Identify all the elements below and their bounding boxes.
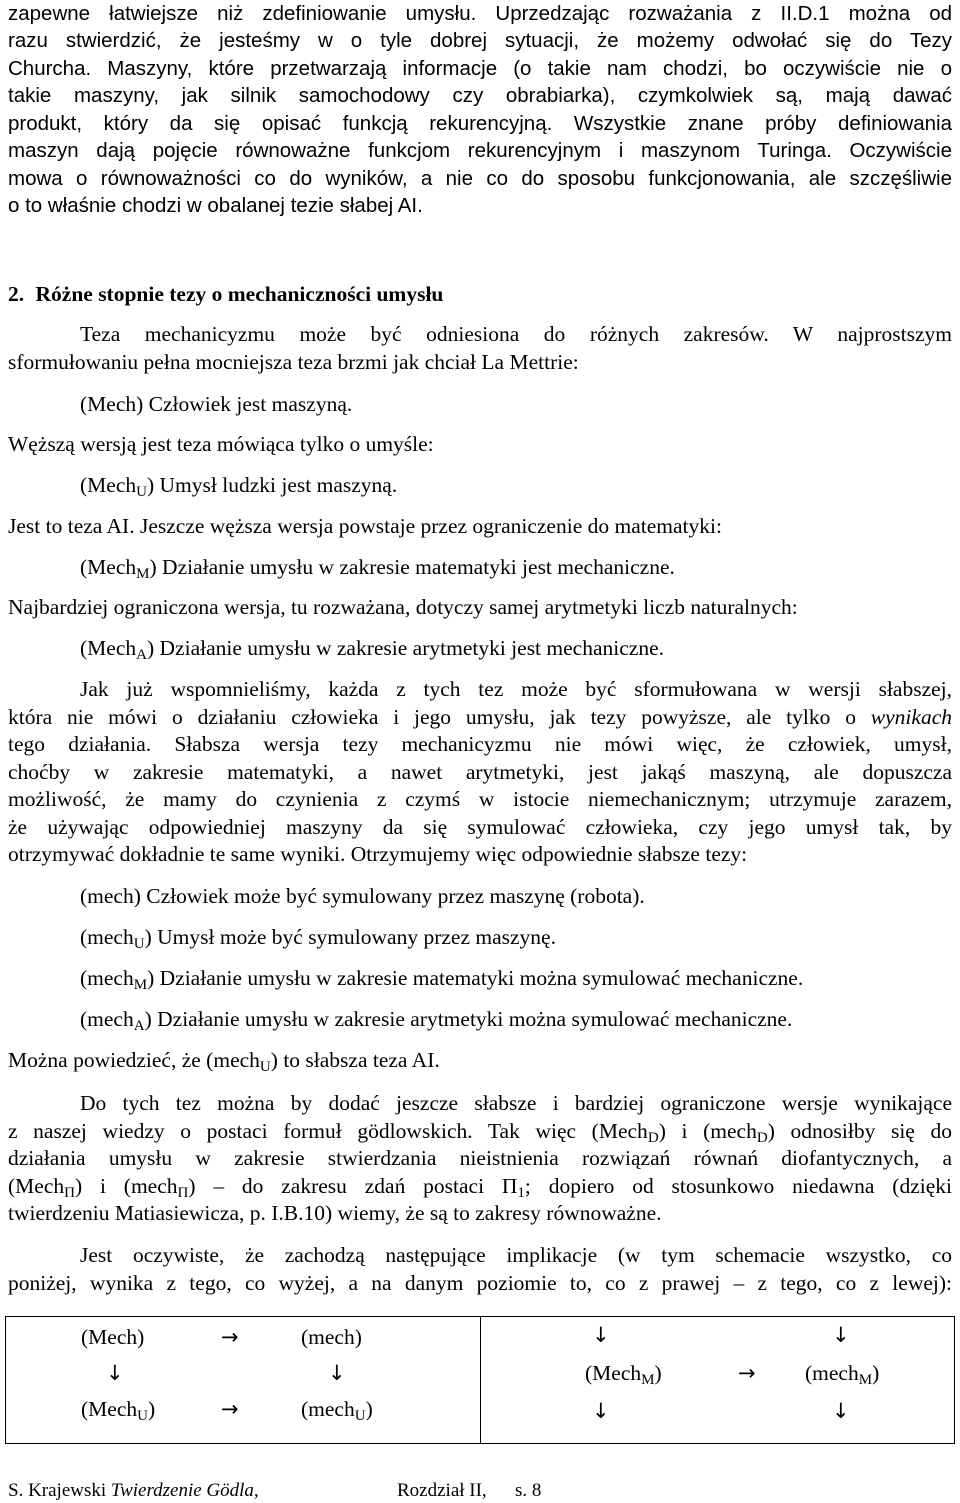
paragraph-line: możliwość, że mamy do czynienia z czymś w istocie niemechanicznym; utrzymuje zarazem,	[8, 787, 952, 811]
thesis-mech-a: (Mech$_A$) Działanie umysłu w zakresie arytmetyki jest mechaniczne.	[80, 636, 664, 663]
paragraph-line: Węższą wersją jest teza mówiąca tylko o umyśle:	[8, 432, 434, 456]
node-mech-u-strong: (Mech$_U$)	[81, 1397, 156, 1424]
node-mech-weak: (mech)	[301, 1325, 362, 1349]
intro-line: razu stwierdzić, że jesteśmy w o tyle dobrej sytuacji, że możemy odwołać się do Tezy	[8, 29, 952, 52]
paragraph-line: Można powiedzieć, że (mech$_U$) to słabsza teza AI.	[8, 1048, 440, 1075]
diagram-left-panel	[6, 1317, 481, 1443]
thesis-mech-m: (Mech$_M$) Działanie umysłu w zakresie matematyki jest mechaniczne.	[80, 555, 675, 582]
paragraph-line: poniżej, wynika z tego, co wyżej, a na danym poziomie to, co z prawej – z tego, co z lewej):	[8, 1271, 952, 1295]
right-arrow-icon: →	[738, 1361, 756, 1385]
implication-diagram	[5, 1316, 955, 1444]
intro-line: o to właśnie chodzi w obalanej tezie słabej AI.	[8, 194, 423, 217]
section-heading	[8, 281, 443, 308]
paragraph-line: że używając odpowiedniej maszyny da się symulować człowieka, czy jego umysł tak, by	[8, 815, 952, 839]
thesis-mech: (Mech) Człowiek jest maszyną.	[80, 392, 353, 416]
intro-line: takie maszyny, jak silnik samochodowy czy obrabiarka), czymkolwiek są, mają dawać	[8, 84, 952, 107]
intro-line: zapewne łatwiejsze niż zdefiniowanie umysłu. Uprzedzając rozważania z II.D.1 można od	[8, 2, 952, 25]
down-arrow-icon: ↓	[832, 1323, 850, 1347]
thesis-weak-mech: (mech) Człowiek może być symulowany przez maszynę (robota).	[80, 884, 645, 908]
section-number: 2.	[8, 282, 25, 306]
paragraph-line: działania umysłu w zakresie stwierdzania nieistnienia rozwiązań równań diofantycznych, a	[8, 1146, 952, 1170]
paragraph-line: Jest to teza AI. Jeszcze węższa wersja powstaje przez ograniczenie do matematyki:	[8, 514, 722, 538]
intro-line: mowa o równoważności co do wyników, a nie co do sposobu funkcjonowania, ale szczęśliwie	[8, 167, 952, 190]
thesis-weak-mech-m: (mech$_M$) Działanie umysłu w zakresie matematyki można symulować mechaniczne.	[80, 966, 804, 993]
thesis-weak-mech-u: (mech$_U$) Umysł może być symulowany przez maszynę.	[80, 925, 556, 952]
node-mech-m-strong: (Mech$_M$)	[585, 1361, 662, 1388]
paragraph-line: tego działania. Słabsza wersja tezy mechanicyzmu nie mówi więc, że człowiek, umysł,	[8, 732, 952, 756]
down-arrow-icon: ↓	[592, 1323, 610, 1347]
paragraph-line: Jest oczywiste, że zachodzą następujące implikacje (w tym schemacie wszystko, co	[80, 1243, 952, 1267]
paragraph-line: twierdzeniu Matiasiewicza, p. I.B.10) wiemy, że są to zakresy równoważne.	[8, 1201, 662, 1225]
paragraph-line: Jak już wspomnieliśmy, każda z tych tez może być sformułowana w wersji słabszej,	[80, 677, 952, 701]
down-arrow-icon: ↓	[592, 1399, 610, 1423]
paragraph-line: Najbardziej ograniczona wersja, tu rozważana, dotyczy samej arytmetyki liczb naturalnych:	[8, 595, 798, 619]
node-mech-strong: (Mech)	[81, 1325, 145, 1349]
section-title: Różne stopnie tezy o mechaniczności umysłu	[35, 282, 444, 306]
thesis-mech-u: (Mech$_U$) Umysł ludzki jest maszyną.	[80, 473, 398, 500]
intro-line: maszyn dają pojęcie równoważne funkcjom rekurencyjnym i maszynom Turinga. Oczywiście	[8, 139, 952, 162]
paragraph-line: choćby w zakresie matematyki, a nawet arytmetyki, jest jakąś maszyną, ale dopuszcza	[8, 760, 952, 784]
diagram-right-panel	[480, 1317, 954, 1443]
paragraph-line: sformułowaniu pełna mocniejsza teza brzmi jak chciał La Mettrie:	[8, 350, 579, 374]
intro-line: produkt, który da się opisać funkcją rekurencyjną. Wszystkie znane próby definiowania	[8, 112, 952, 135]
paragraph-line: Teza mechanicyzmu może być odniesiona do różnych zakresów. W najprostszym	[80, 322, 952, 346]
right-arrow-icon: →	[221, 1397, 239, 1421]
paragraph-line: (Mech$_\Pi$) i (mech$_\Pi$) – do zakresu zdań postaci $\Pi_1$; dopiero od stosunkowo niedawna (dzięki	[8, 1174, 952, 1201]
footer-chapter: Rozdział II,	[397, 1480, 487, 1501]
paragraph-line: z naszej wiedzy o postaci formuł gödlowskich. Tak więc (Mech$_D$) i (mech$_D$) odnosiłby się do	[8, 1119, 952, 1146]
node-mech-u-weak: (mech$_U$)	[301, 1397, 373, 1424]
footer-author-title: S. Krajewski Twierdzenie Gödla,	[8, 1480, 259, 1501]
footer-page-number: s. 8	[515, 1480, 542, 1501]
thesis-weak-mech-a: (mech$_A$) Działanie umysłu w zakresie arytmetyki można symulować mechaniczne.	[80, 1007, 793, 1034]
down-arrow-icon: ↓	[328, 1361, 346, 1385]
right-arrow-icon: →	[221, 1325, 239, 1349]
paragraph-line: Do tych tez można by dodać jeszcze słabsze i bardziej ograniczone wersje wynikające	[80, 1091, 952, 1115]
down-arrow-icon: ↓	[832, 1399, 850, 1423]
down-arrow-icon: ↓	[106, 1361, 124, 1385]
intro-line: Churcha. Maszyny, które przetwarzają informacje (o takie nam chodzi, bo oczywiście nie o	[8, 57, 952, 80]
node-mech-m-weak: (mech$_M$)	[805, 1361, 880, 1388]
paragraph-line: otrzymywać dokładnie te same wyniki. Otrzymujemy więc odpowiednie słabsze tezy:	[8, 842, 748, 866]
paragraph-line: która nie mówi o działaniu człowieka i jego umysłu, jak tezy powyższe, ale tylko o wynikach	[8, 705, 952, 729]
